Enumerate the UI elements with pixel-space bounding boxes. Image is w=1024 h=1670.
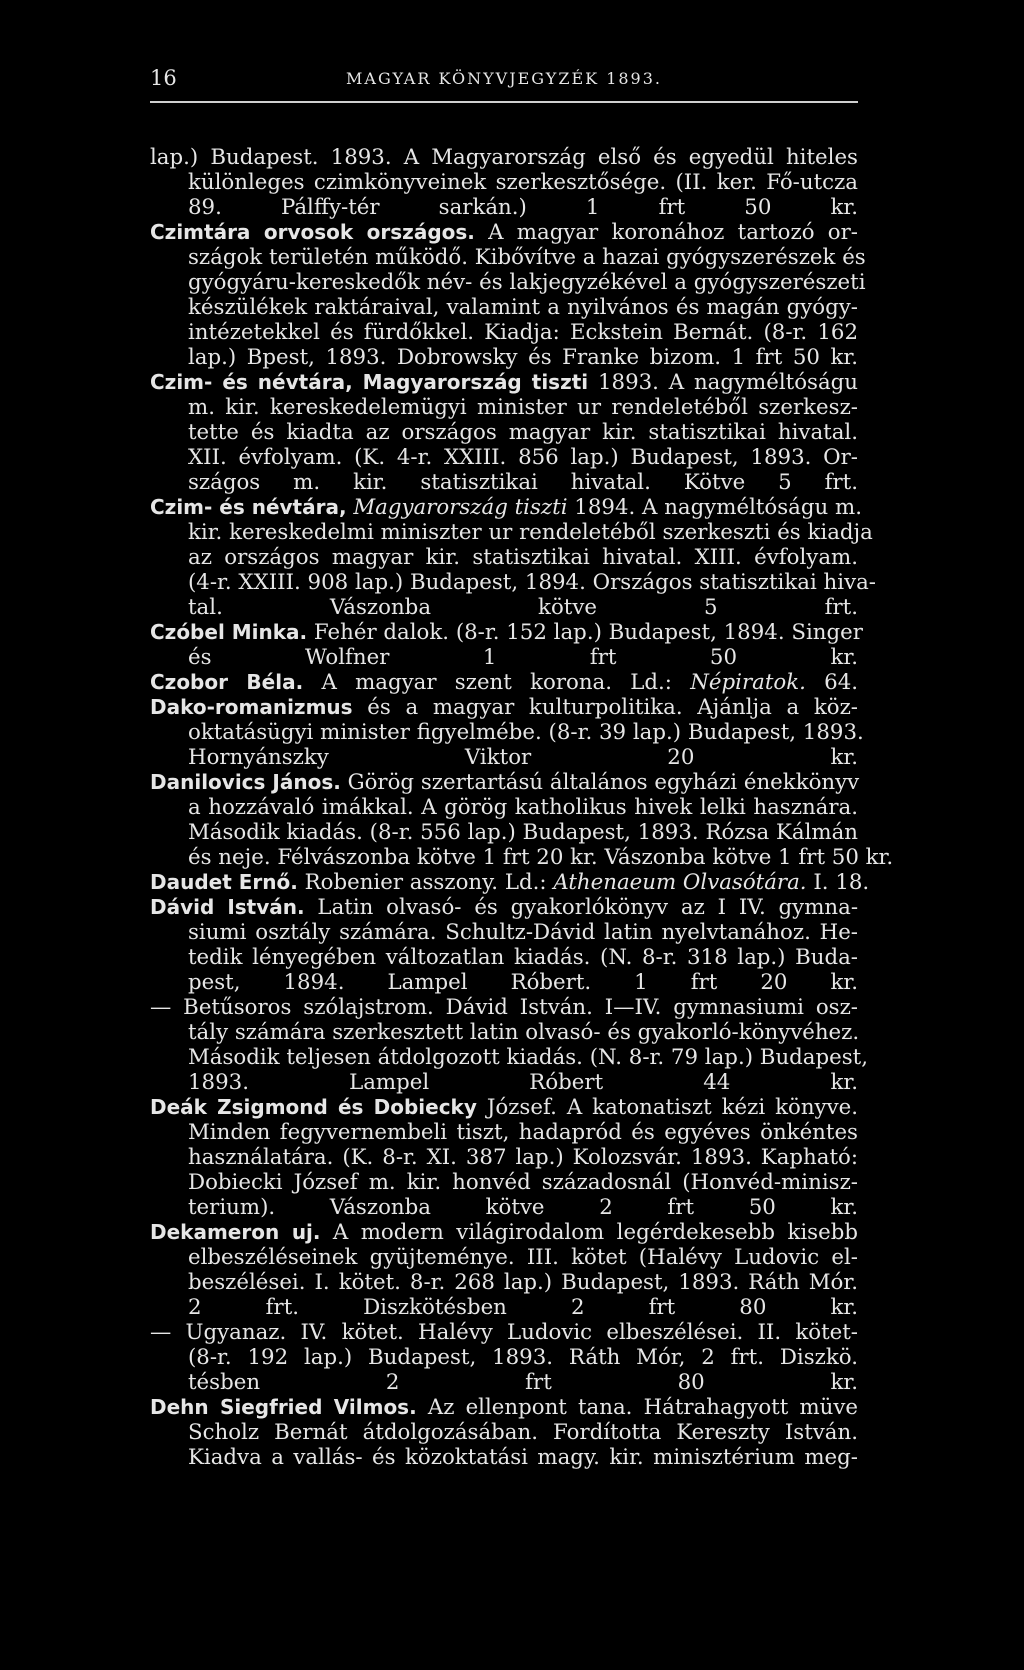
series-title: Magyarország tiszti (346, 495, 568, 520)
line-text: tedik lényegében változatlan kiadás. (N. 8-r. 318 lap.) Buda- (188, 945, 858, 970)
text-line (150, 495, 862, 520)
text-line (150, 1045, 868, 1070)
line-text: tály számára szerkesztett latin olvasó- és gyakorló-könyvéhez. (188, 1020, 860, 1045)
text-line (150, 370, 858, 395)
line-text: elbeszéléseinek gyüjteménye. III. kötet (Halévy Ludovic el- (188, 1245, 858, 1270)
text-line (150, 1145, 858, 1170)
text-line (150, 645, 858, 670)
line-text: tal. Vászonba kötve 5 frt. (188, 595, 858, 620)
text-line (150, 870, 870, 895)
text-line (150, 1270, 858, 1295)
line-text: lap.) Budapest. 1893. A Magyarország első és egyedül hiteles (150, 145, 858, 170)
text-line (150, 895, 858, 920)
line-text: különleges czimkönyveinek szerkesztősége. (II. ker. Fő-utcza (188, 170, 858, 195)
line-tail: 64. (805, 670, 859, 695)
line-text: József. A katonatiszt kézi könyve. (476, 1095, 858, 1120)
line-text: XII. évfolyam. (K. 4-r. XXIII. 856 lap.) Budapest, 1893. Or- (188, 445, 858, 470)
line-text: Második teljesen átdolgozott kiadás. (N. 8-r. 79 lap.) Budapest, (188, 1045, 868, 1070)
line-text: tette és kiadta az országos magyar kir. statisztikai hivatal. (188, 420, 858, 445)
line-text: 89. Pálffy-tér sarkán.) 1 frt 50 kr. (188, 195, 858, 220)
header-rule (150, 101, 858, 103)
line-text: lap.) Bpest, 1893. Dobrowsky és Franke bizom. 1 frt 50 kr. (188, 345, 858, 370)
line-text: és a magyar kulturpolitika. Ajánlja a köz- (352, 695, 858, 720)
text-line (150, 1395, 858, 1420)
line-text: (8-r. 192 lap.) Budapest, 1893. Ráth Mór, 2 frt. Diszkö. (188, 1345, 858, 1370)
line-text: 1893. A nagyméltóságu (588, 370, 859, 395)
line-text: és Wolfner 1 frt 50 kr. (188, 645, 858, 670)
line-text: terium). Vászonba kötve 2 frt 50 kr. (188, 1195, 858, 1220)
text-line (150, 720, 864, 745)
text-line (150, 745, 858, 770)
line-text: m. kir. kereskedelemügyi minister ur rendeletéből szerkesz- (188, 395, 858, 420)
line-text: 2 frt. Diszkötésben 2 frt 80 kr. (188, 1295, 858, 1320)
text-line (150, 1095, 858, 1120)
text-line (150, 470, 858, 495)
line-text: Az ellenpont tana. Hátrahagyott müve (416, 1395, 858, 1420)
line-text: Görög szertartású általános egyházi énekkönyv (340, 770, 860, 795)
line-text: szágos m. kir. statisztikai hivatal. Kötve 5 frt. (188, 470, 858, 495)
text-line (150, 1195, 858, 1220)
text-line (150, 1120, 858, 1145)
entry-heading: Dekameron uj. (150, 1220, 321, 1244)
text-line (150, 970, 858, 995)
line-text: — Ugyanaz. IV. kötet. Halévy Ludovic elbeszélései. II. kötet- (150, 1320, 858, 1345)
text-line (150, 1070, 858, 1095)
line-text: és neje. Félvászonba kötve 1 frt 20 kr. Vászonba kötve 1 frt 50 kr. (188, 845, 894, 870)
line-text: Hornyánszky Viktor 20 kr. (188, 745, 858, 770)
entry-heading: Czim- és névtára, Magyarország tiszti (150, 370, 589, 394)
text-line (150, 420, 858, 445)
entry-heading: Dávid István. (150, 895, 305, 919)
line-text: A modern világirodalom legérdekesebb kisebb (320, 1220, 858, 1245)
line-text: Scholz Bernát átdolgozásában. Fordította Kereszty István. (188, 1420, 858, 1445)
text-line (150, 245, 866, 270)
text-line (150, 295, 858, 320)
text-line (150, 770, 858, 795)
line-text: Latin olvasó- és gyakorlókönyv az I IV. gymna- (304, 895, 859, 920)
line-text: Robenier asszony. Ld.: (297, 870, 547, 895)
entry-heading: Czimtára orvosok országos. (150, 220, 475, 244)
line-text: oktatásügyi minister figyelmébe. (8-r. 39 lap.) Budapest, 1893. (188, 720, 864, 745)
text-line (150, 345, 858, 370)
page-number: 16 (150, 66, 177, 90)
text-line (150, 1295, 858, 1320)
entry-heading: Deák Zsigmond és Dobiecky (150, 1095, 477, 1119)
text-line (150, 795, 858, 820)
text-line (150, 1445, 858, 1470)
text-line (150, 1370, 858, 1395)
text-line (150, 1345, 858, 1370)
running-title: MAGYAR KÖNYVJEGYZÉK 1893. (346, 69, 662, 88)
text-line (150, 1320, 858, 1345)
line-text: (4-r. XXIII. 908 lap.) Budapest, 1894. Országos statisztikai hiva- (188, 570, 876, 595)
line-text: intézetekkel és fürdőkkel. Kiadja: Eckstein Bernát. (8-r. 162 (188, 320, 858, 345)
series-title: Népiratok. (672, 670, 806, 695)
text-line (150, 220, 858, 245)
line-text: szágok területén működő. Kibővítve a hazai gyógyszerészek és (188, 245, 866, 270)
line-text: az országos magyar kir. statisztikai hivatal. XIII. évfolyam. (188, 545, 858, 570)
text-line (150, 1020, 858, 1045)
text-line (150, 545, 858, 570)
entry-heading: Czobor Béla. (150, 670, 304, 694)
text-line (150, 945, 858, 970)
text-line (150, 270, 866, 295)
text-line (150, 170, 858, 195)
series-title: Athenaeum Olvasótára. (546, 870, 807, 895)
entry-heading: Daudet Ernő. (150, 870, 298, 894)
text-line (150, 445, 858, 470)
running-head (150, 66, 858, 96)
text-line (150, 595, 858, 620)
text-line (150, 620, 863, 645)
line-tail: I. 18. (806, 870, 870, 895)
text-line (150, 145, 858, 170)
line-text: Minden fegyvernembeli tiszt, hadapród és egyéves önkéntes (188, 1120, 858, 1145)
line-text: a hozzávaló imákkal. A görög katholikus hivek lelki hasznára. (188, 795, 858, 820)
text-line (150, 670, 858, 695)
entry-heading: Dehn Siegfried Vilmos. (150, 1395, 417, 1419)
entry-heading: Czóbel Minka. (150, 620, 308, 644)
text-line (150, 1220, 858, 1245)
text-line (150, 845, 894, 870)
text-line (150, 195, 858, 220)
line-text: A magyar szent korona. Ld.: (303, 670, 672, 695)
text-line (150, 1245, 858, 1270)
text-line (150, 995, 858, 1020)
line-text: siumi osztály számára. Schultz-Dávid latin nyelvtanához. He- (188, 920, 858, 945)
entry-heading: Czim- és névtára, (150, 495, 347, 519)
line-text: — Betűsoros szólajstrom. Dávid István. I—IV. gymnasiumi osz- (150, 995, 858, 1020)
line-text: beszélései. I. kötet. 8-r. 268 lap.) Budapest, 1893. Ráth Mór. (188, 1270, 858, 1295)
line-text: Kiadva a vallás- és közoktatási magy. kir. minisztérium meg- (188, 1445, 858, 1470)
text-line (150, 920, 858, 945)
line-text: kir. kereskedelmi miniszter ur rendeletéből szerkeszti és kiadja (188, 520, 873, 545)
text-line (150, 1420, 858, 1445)
text-line (150, 320, 858, 345)
line-text: 1894. A nagyméltóságu m. (567, 495, 862, 520)
line-text: gyógyáru-kereskedők név- és lakjegyzékével a gyógyszerészeti (188, 270, 866, 295)
line-text: használatára. (K. 8-r. XI. 387 lap.) Kolozsvár. 1893. Kapható: (188, 1145, 858, 1170)
line-text: Második kiadás. (8-r. 556 lap.) Budapest, 1893. Rózsa Kálmán (188, 820, 858, 845)
line-text: tésben 2 frt 80 kr. (188, 1370, 858, 1395)
line-text: készülékek raktáraival, valamint a nyilvános és magán gyógy- (188, 295, 858, 320)
text-line (150, 395, 858, 420)
text-line (150, 695, 858, 720)
catalog-text (150, 145, 894, 1470)
text-line (150, 1170, 858, 1195)
line-text: pest, 1894. Lampel Róbert. 1 frt 20 kr. (188, 970, 858, 995)
line-text: A magyar koronához tartozó or- (474, 220, 858, 245)
entry-heading: Dako-romanizmus (150, 695, 353, 719)
line-text: Fehér dalok. (8-r. 152 lap.) Budapest, 1894. Singer (307, 620, 863, 645)
text-line (150, 570, 876, 595)
entry-heading: Danilovics János. (150, 770, 341, 794)
text-line (150, 820, 858, 845)
text-line (150, 520, 873, 545)
line-text: Dobiecki József m. kir. honvéd századosnál (Honvéd-minisz- (188, 1170, 858, 1195)
line-text: 1893. Lampel Róbert 44 kr. (188, 1070, 858, 1095)
